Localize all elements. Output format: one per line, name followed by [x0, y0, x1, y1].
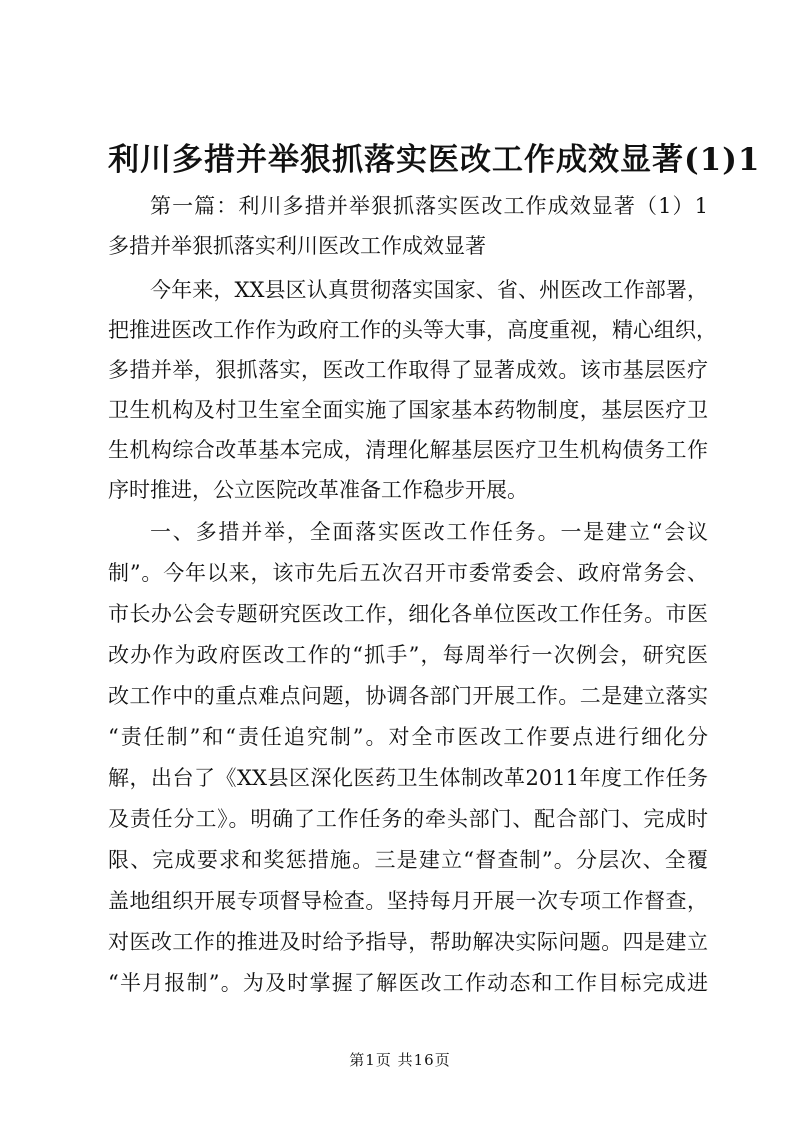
body-line: “半月报制”。为及时掌握了解医改工作动态和工作目标完成进 — [108, 971, 708, 995]
body-line: 解，出台了《XX县区深化医药卫生体制改革2011年度工作任务 — [108, 766, 708, 790]
body-line: 生机构综合改革基本完成，清理化解基层医疗卫生机构债务工作 — [108, 438, 708, 462]
body-line: 市长办公会专题研究医改工作，细化各单位医改工作任务。市医 — [108, 602, 708, 626]
document-title: 利川多措并举狠抓落实医改工作成效显著(1)1 — [108, 142, 761, 178]
body-line: 今年来，XX县区认真贯彻落实国家、省、州医改工作部署， — [150, 278, 708, 302]
body-line: 多措并举，狠抓落实，医改工作取得了显著成效。该市基层医疗 — [108, 358, 708, 382]
body-line: 及责任分工》。明确了工作任务的牵头部门、配合部门、完成时 — [108, 807, 708, 831]
body-line: 一、多措并举，全面落实医改工作任务。一是建立“会议 — [150, 520, 708, 544]
body-line: 制”。今年以来，该市先后五次召开市委常委会、政府常务会、 — [108, 561, 708, 585]
body-line: 多措并举狠抓落实利川医改工作成效显著 — [108, 234, 486, 258]
body-line: 序时推进，公立医院改革准备工作稳步开展。 — [108, 478, 528, 502]
body-line: “责任制”和“责任追究制”。对全市医改工作要点进行细化分 — [108, 725, 708, 749]
body-line: 第一篇：利川多措并举狠抓落实医改工作成效显著（1）1 — [150, 194, 708, 218]
body-line: 对医改工作的推进及时给予指导，帮助解决实际问题。四是建立 — [108, 930, 708, 954]
body-line: 把推进医改工作作为政府工作的头等大事，高度重视，精心组织， — [108, 318, 717, 342]
body-line: 卫生机构及村卫生室全面实施了国家基本药物制度，基层医疗卫 — [108, 398, 708, 422]
body-line: 盖地组织开展专项督导检查。坚持每月开展一次专项工作督查， — [108, 889, 708, 913]
body-line: 限、完成要求和奖惩措施。三是建立“督查制”。分层次、全覆 — [108, 848, 708, 872]
body-line: 改工作中的重点难点问题，协调各部门开展工作。二是建立落实 — [108, 684, 708, 708]
body-line: 改办作为政府医改工作的“抓手”，每周举行一次例会，研究医 — [108, 643, 708, 667]
page-number-footer: 第1页 共16页 — [349, 1051, 451, 1069]
